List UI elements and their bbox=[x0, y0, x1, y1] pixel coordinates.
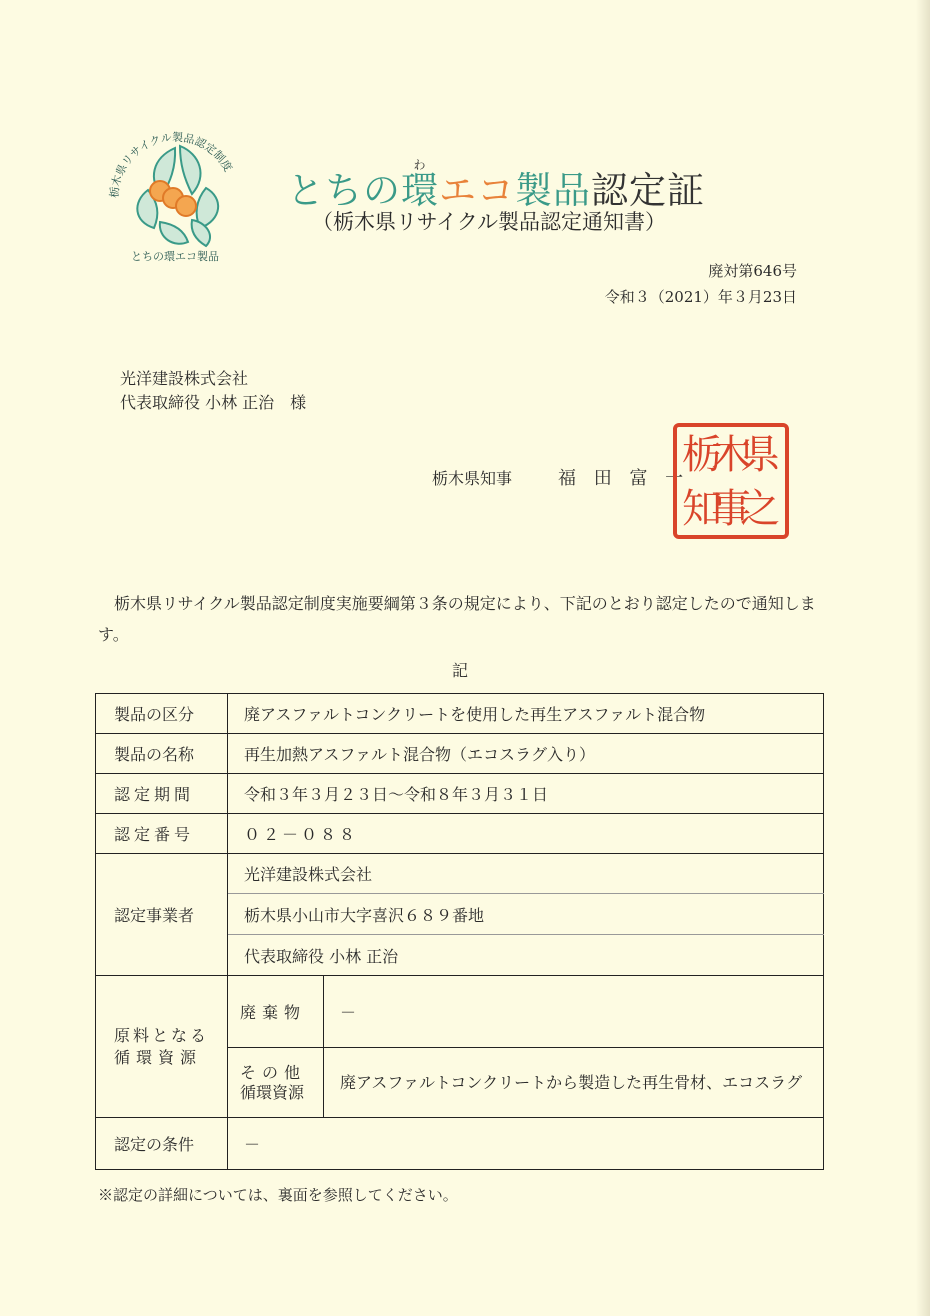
addressee-representative: 代表取締役 小林 正治 様 bbox=[120, 393, 307, 412]
tochi-no-wa-eco-logo bbox=[100, 118, 250, 268]
seal-char-4: 之 bbox=[740, 486, 780, 532]
seal-char-6: 知 bbox=[682, 486, 722, 532]
name-label: 製品の名称 bbox=[96, 734, 228, 774]
seal-char-5: 事 bbox=[711, 486, 751, 532]
period-label: 認定期間 bbox=[96, 774, 228, 814]
material-label-line-1: 原料となる bbox=[114, 1025, 210, 1045]
title-part-tochino: とちの bbox=[287, 169, 401, 212]
governor-seal-stamp bbox=[672, 422, 790, 540]
issuer-name: 福 田 富 一 bbox=[558, 468, 690, 489]
seal-char-1: 県 bbox=[740, 432, 780, 478]
addressee-company: 光洋建設株式会社 bbox=[120, 369, 249, 388]
table-row-condition bbox=[96, 1118, 824, 1170]
business-representative: 代表取締役 小林 正治 bbox=[228, 935, 824, 976]
table-row-business-company bbox=[96, 854, 824, 894]
title-part-ninteisho: 認定証 bbox=[591, 169, 705, 212]
waste-label: 廃棄物 bbox=[228, 976, 324, 1048]
ki-heading: 記 bbox=[452, 661, 469, 680]
notice-body-text: 栃木県リサイクル製品認定制度実施要綱第３条の規定により、下記のとおり認定したので通知します。 bbox=[98, 594, 816, 644]
logo-ring-text: 栃木県リサイクル製品認定制度 bbox=[107, 130, 235, 199]
table-row-period bbox=[96, 774, 824, 814]
business-company: 光洋建設株式会社 bbox=[228, 854, 824, 894]
other-label-line-1: その他 bbox=[240, 1062, 307, 1082]
page-subtitle: （栃木県リサイクル製品認定通知書） bbox=[312, 210, 667, 234]
issuer-title: 栃木県知事 bbox=[432, 469, 513, 488]
condition-value: － bbox=[228, 1118, 824, 1170]
table-row-name bbox=[96, 734, 824, 774]
other-value: 廃アスファルトコンクリートから製造した再生骨材、エコスラグ bbox=[324, 1048, 824, 1118]
condition-label: 認定の条件 bbox=[96, 1118, 228, 1170]
logo-bottom-text: とちの環エコ製品 bbox=[131, 250, 219, 263]
document-number: 廃対第646号 bbox=[708, 262, 797, 280]
certification-table bbox=[95, 693, 824, 1170]
business-address: 栃木県小山市大字喜沢６８９番地 bbox=[228, 894, 824, 935]
title-wa-char: 環 bbox=[401, 169, 439, 212]
material-label bbox=[96, 976, 228, 1118]
category-value: 廃アスファルトコンクリートを使用した再生アスファルト混合物 bbox=[228, 694, 824, 734]
seal-char-3: 栃 bbox=[682, 432, 722, 478]
document-date: 令和３（2021）年３月23日 bbox=[604, 288, 797, 306]
title-part-eco: エコ bbox=[439, 169, 515, 212]
number-label: 認定番号 bbox=[96, 814, 228, 854]
table-row-number bbox=[96, 814, 824, 854]
title-ruby: わ bbox=[413, 158, 427, 172]
waste-value: － bbox=[324, 976, 824, 1048]
name-value: 再生加熱アスファルト混合物（エコスラグ入り） bbox=[228, 734, 824, 774]
other-label bbox=[228, 1048, 324, 1118]
period-value: 令和３年３月２３日～令和８年３月３１日 bbox=[228, 774, 824, 814]
other-label-line-2: 循環資源 bbox=[240, 1082, 305, 1102]
number-value: ０２－０８８ bbox=[228, 814, 824, 854]
seal-char-2: 木 bbox=[711, 432, 751, 478]
page-edge-shadow bbox=[916, 0, 930, 1316]
business-label: 認定事業者 bbox=[96, 854, 228, 976]
category-label: 製品の区分 bbox=[96, 694, 228, 734]
material-label-line-2: 循環資源 bbox=[114, 1047, 203, 1067]
table-row-waste bbox=[96, 976, 824, 1048]
title-part-seihin: 製品 bbox=[515, 169, 591, 212]
footnote: ※認定の詳細については、裏面を参照してください。 bbox=[98, 1186, 458, 1204]
table-row-category bbox=[96, 694, 824, 734]
